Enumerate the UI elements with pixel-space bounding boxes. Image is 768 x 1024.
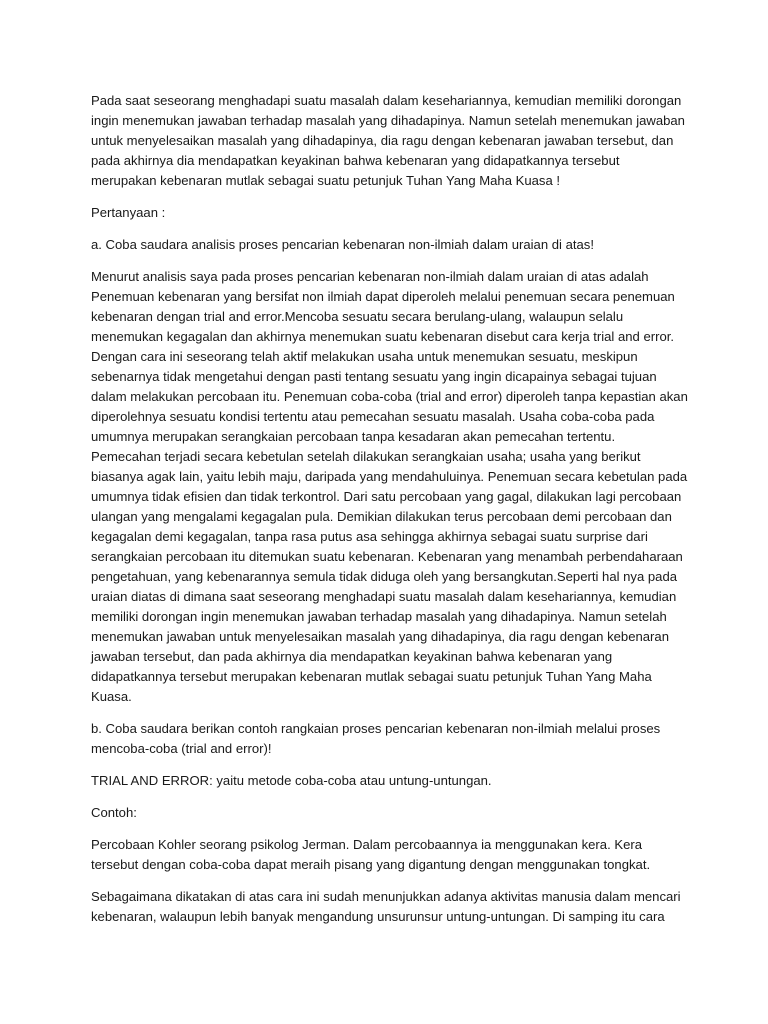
question-heading: Pertanyaan : — [91, 205, 166, 220]
example-heading: Contoh: — [91, 805, 137, 820]
example-paragraph: Percobaan Kohler seorang psikolog Jerman. Dalam percobaannya ia menggunakan kera. Kera tersebut dengan coba-coba dapat meraih pisang yang digantung dengan menggunakan tongkat. — [91, 837, 651, 872]
question-a: a. Coba saudara analisis proses pencarian kebenaran non-ilmiah dalam uraian di atas! — [91, 237, 594, 252]
question-b: b. Coba saudara berikan contoh rangkaian proses pencarian kebenaran non-ilmiah melalui proses mencoba-coba (trial and error)! — [91, 721, 661, 756]
definition-paragraph: TRIAL AND ERROR: yaitu metode coba-coba atau untung-untungan. — [91, 773, 492, 788]
closing-paragraph: Sebagaimana dikatakan di atas cara ini sudah menunjukkan adanya aktivitas manusia dalam mencari kebenaran, walaupun lebih banyak mengandung unsurunsur untung-untungan. Di samping itu cara — [91, 889, 681, 924]
intro-paragraph: Pada saat seseorang menghadapi suatu masalah dalam kesehariannya, kemudian memiliki dorongan ingin menemukan jawaban terhadap masalah yang dihadapinya. Namun setelah menemukan jawaban untuk menyelesaikan masalah yang dihadapinya, dia ragu dengan kebenaran jawaban tersebut, dan pada akhirnya dia mendapatkan keyakinan bahwa kebenaran yang didapatkannya tersebut merupakan kebenaran mutlak sebagai suatu petunjuk Tuhan Yang Maha Kuasa ! — [91, 93, 685, 188]
answer-a-paragraph: Menurut analisis saya pada proses pencarian kebenaran non-ilmiah dalam uraian di atas adalah Penemuan kebenaran yang bersifat non ilmiah dapat diperoleh melalui penemuan secara penemuan kebenaran dengan trial and error.Mencoba sesuatu secara berulang-ulang, walaupun selalu menemukan kegagalan dan akhirnya menemukan suatu kebenaran disebut cara kerja trial and error. Dengan cara ini seseorang telah aktif melakukan usaha untuk menemukan sesuatu, meskipun sebenarnya tidak mengetahui dengan pasti tentang sesuatu yang ingin dicapainya sebagai tujuan dalam melakukan percobaan itu. Penemuan coba-coba (trial and error) diperoleh tanpa kepastian akan diperolehnya sesuatu kondisi tertentu atau pemecahan sesuatu masalah. Usaha coba-coba pada umumnya merupakan serangkaian percobaan tanpa kesadaran akan pemecahan tertentu. Pemecahan terjadi secara kebetulan setelah dilakukan serangkaian usaha; usaha yang berikut biasanya agak lain, yaitu lebih maju, daripada yang mendahuluinya. Penemuan secara kebetulan pada umumnya tidak efisien dan tidak terkontrol. Dari satu percobaan yang gagal, dilakukan lagi percobaan ulangan yang mengalami kegagalan pula. Demikian dilakukan terus percobaan demi percobaan dan kegagalan demi kegagalan, tanpa rasa putus asa sehingga akhirnya sebagai suatu surprise dari serangkaian percobaan itu ditemukan suatu kebenaran. Kebenaran yang menambah perbendaharaan pengetahuan, yang kebenarannya semula tidak diduga oleh yang bersangkutan.Seperti hal nya pada uraian diatas di dimana saat seseorang menghadapi suatu masalah dalam kesehariannya, kemudian memiliki dorongan ingin menemukan jawaban terhadap masalah yang dihadapinya. Namun setelah menemukan jawaban untuk menyelesaikan masalah yang dihadapinya, dia ragu dengan kebenaran jawaban tersebut, dan pada akhirnya dia mendapatkan keyakinan bahwa kebenaran yang didapatkannya tersebut merupakan kebenaran mutlak sebagai suatu petunjuk Tuhan Yang Maha Kuasa. — [91, 269, 688, 704]
